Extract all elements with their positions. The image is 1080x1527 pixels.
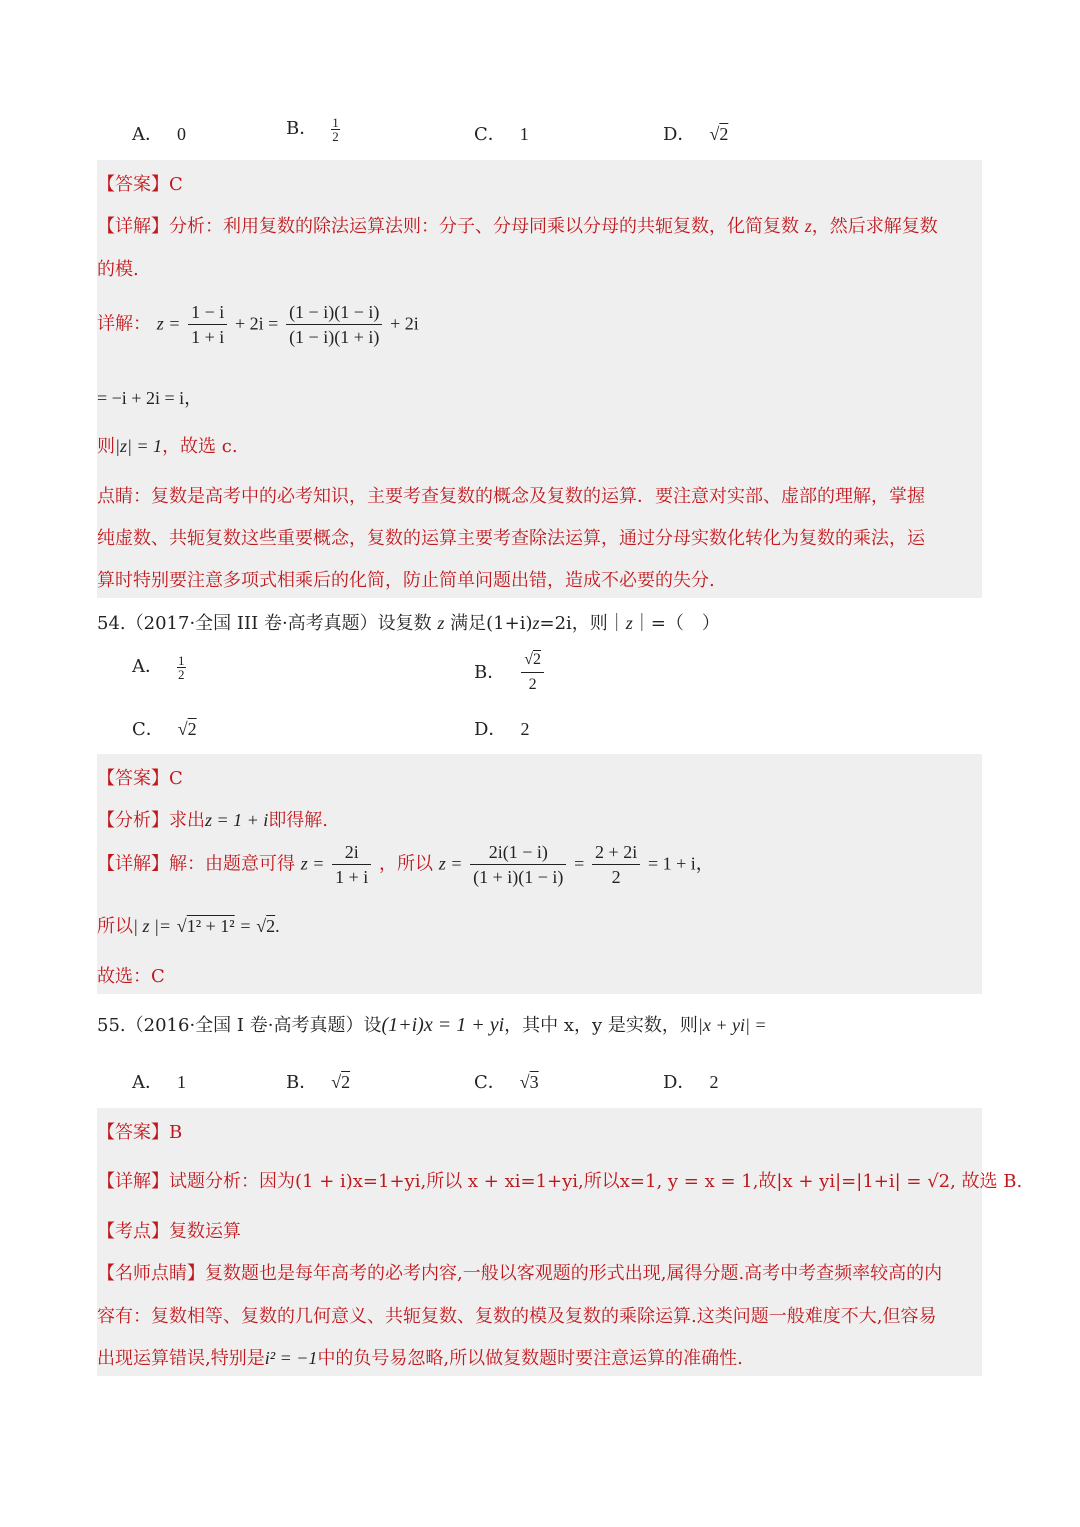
q53-analysis-cont: 的模.: [97, 259, 139, 280]
q55-answer: 【答案】B: [97, 1122, 183, 1143]
q54-stem: 54.（2017·全国 III 卷·高考真题）设复数 z 满足(1+i)z=2i，则｜z｜=（ ）: [97, 613, 720, 634]
q55-teacher-line-3: 出现运算错误,特别是i² = −1中的负号易忽略,所以做复数题时要注意运算的准确性.: [97, 1348, 743, 1369]
q55-option-d: D． 2: [663, 1072, 719, 1093]
q55-option-a: A． 1: [132, 1072, 186, 1093]
q53-comment-line-3: 算时特别要注意多项式相乘后的化简，防止简单问题出错，造成不必要的失分.: [97, 570, 715, 591]
q54-analysis: 【分析】求出z = 1 + i即得解.: [97, 810, 329, 831]
q53-option-a: A． 0: [132, 124, 186, 145]
q53-comment-line-1: 点睛：复数是高考中的必考知识，主要考查复数的概念及复数的运算．要注意对实部、虚部的理解，掌握: [97, 486, 925, 507]
q54-solution-box: [97, 754, 982, 994]
q55-teacher-line-2: 容有：复数相等、复数的几何意义、共轭复数、复数的模及复数的乘除运算.这类问题一般难度不大,但容易: [97, 1306, 937, 1327]
q53-work-eq2: = −i + 2i = i，: [97, 388, 203, 408]
q53-solution-box: [97, 160, 982, 598]
q54-option-a: A． $\frac{1}{2}$: [132, 652, 185, 682]
q54-option-c: C． √2: [132, 719, 197, 740]
q55-teacher-line-1: 【名师点睛】复数题也是每年高考的必考内容,一般以客观题的形式出现,属得分题.高考中考查频率较高的内: [97, 1263, 943, 1284]
q54-answer: 【答案】C: [97, 768, 183, 789]
q54-choose: 故选：C: [97, 966, 165, 987]
q54-detail: 【详解】解：由题意可得 z = $\frac{2i}{1 + i}$ ，所以 z = $\frac{2i(1 - i)}{(1 + i)(1 - i)}$ = $\frac{2 + 2i}{2}$ = 1 + i，: [97, 842, 714, 887]
q54-option-d: D． 2: [474, 719, 530, 740]
q55-option-b: B． √2: [286, 1072, 351, 1093]
q54-option-b: B． $\frac{√2}{2}$: [474, 648, 546, 697]
q55-detail: 【详解】试题分析：因为(1 + i)x=1+yi,所以 x + xi=1+yi,所以x=1, y = x = 1,故|x + yi|=|1+i| = √2, 故选 B.: [97, 1171, 1023, 1192]
q53-answer: 【答案】C: [97, 174, 183, 195]
q55-solution-box: [97, 1108, 1023, 1376]
q53-analysis: 【详解】分析：利用复数的除法运算法则：分子、分母同乘以分母的共轭复数，化简复数 z，然后求解复数: [97, 216, 938, 237]
q53-conclusion: 则|z| = 1，故选 c.: [97, 436, 238, 457]
q53-work-eq1: 详解： z = $\frac{1 - i}{1 + i}$ + 2i = $\frac{(1 - i)(1 - i)}{(1 - i)(1 + i)}$ + 2i: [97, 302, 419, 347]
q55-stem: 55.（2016·全国 I 卷·高考真题）设(1+i)x = 1 + yi，其中 x，y 是实数，则|x + yi| =: [97, 1014, 767, 1036]
q55-option-c: C． √3: [474, 1072, 539, 1093]
q53-option-b: B． $\frac{1}{2}$: [286, 114, 339, 144]
q53-option-c: C． 1: [474, 124, 529, 145]
q55-point: 【考点】复数运算: [97, 1221, 241, 1242]
q53-option-d: D． √2: [663, 124, 729, 145]
q54-modulus: 所以| z |= √1² + 1² = √2.: [97, 916, 280, 937]
q53-comment-line-2: 纯虚数、共轭复数这些重要概念，复数的运算主要考查除法运算，通过分母实数化转化为复数的乘法，运: [97, 528, 925, 549]
